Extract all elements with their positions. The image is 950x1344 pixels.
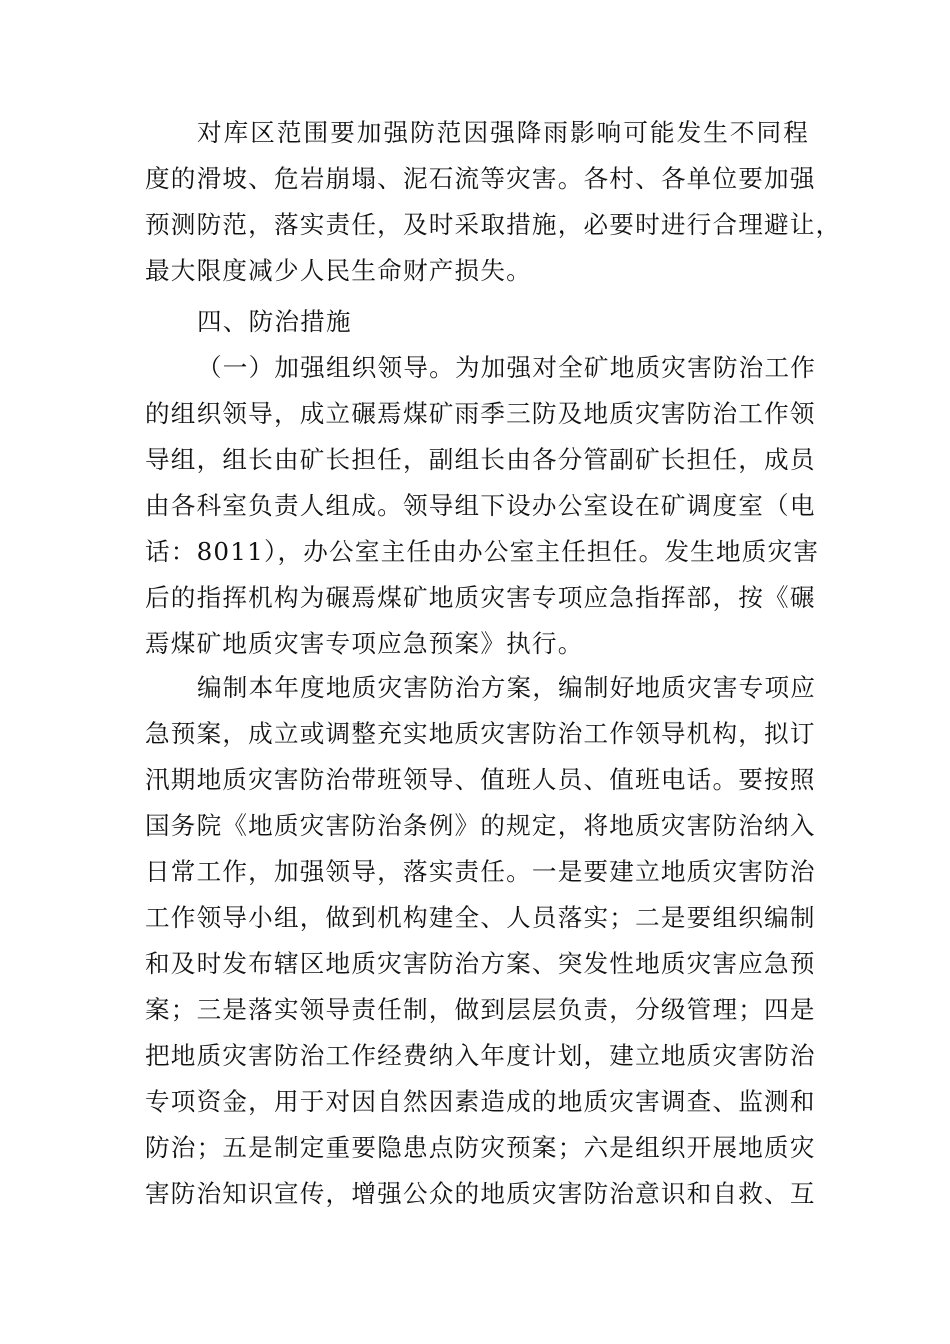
paragraph-line: 话：8011），办公室主任由办公室主任担任。发生地质灾害 [145,537,820,566]
paragraph-line: 防治；五是制定重要隐患点防灾预案；六是组织开展地质灾 [145,1133,816,1162]
paragraph-line: 工作领导小组，做到机构建全、人员落实；二是要组织编制 [145,903,816,932]
paragraph-line: 和及时发布辖区地质灾害防治方案、突发性地质灾害应急预 [145,949,816,978]
paragraph-line: 专项资金，用于对因自然因素造成的地质灾害调查、监测和 [145,1087,816,1116]
paragraph-line: 汛期地质灾害防治带班领导、值班人员、值班电话。要按照 [145,765,816,794]
section-heading-text: 四、防治措施 [197,307,352,336]
paragraph-2 [145,345,820,667]
paragraph-3 [145,665,817,1217]
paragraph-line: 害防治知识宣传，增强公众的地质灾害防治意识和自救、互 [145,1179,816,1208]
paragraph-line: 由各科室负责人组成。领导组下设办公室设在矿调度室（电 [145,491,816,520]
paragraph-line: 把地质灾害防治工作经费纳入年度计划，建立地质灾害防治 [145,1041,816,1070]
paragraph-line: 国务院《地质灾害防治条例》的规定，将地质灾害防治纳入 [145,811,816,840]
paragraph-line: 预测防范，落实责任，及时采取措施，必要时进行合理避让， [145,210,842,239]
paragraph-line: 最大限度减少人民生命财产损失。 [145,256,532,285]
paragraph-line: 导组，组长由矿长担任，副组长由各分管副矿长担任，成员 [145,445,816,474]
paragraph-line: 后的指挥机构为碾焉煤矿地质灾害专项应急指挥部，按《碾 [145,583,816,612]
paragraph-line: 编制本年度地质灾害防治方案，编制好地质灾害专项应 [197,673,817,702]
section-heading [145,299,809,345]
paragraph-line: 日常工作，加强领导，落实责任。一是要建立地质灾害防治 [145,857,816,886]
paragraph-line: 度的滑坡、危岩崩塌、泥石流等灾害。各村、各单位要加强 [145,164,816,193]
paragraph-line: 案；三是落实领导责任制，做到层层负责，分级管理；四是 [145,995,816,1024]
paragraph-line: 对库区范围要加强防范因强降雨影响可能发生不同程 [197,118,809,147]
paragraph-line: 焉煤矿地质灾害专项应急预案》执行。 [145,629,584,658]
paragraph-line: 的组织领导，成立碾焉煤矿雨季三防及地质灾害防治工作领 [145,399,816,428]
paragraph-line: 急预案，成立或调整充实地质灾害防治工作领导机构，拟订 [145,719,816,748]
paragraph-1 [145,110,842,294]
paragraph-line: （一）加强组织领导。为加强对全矿地质灾害防治工作 [197,353,817,382]
